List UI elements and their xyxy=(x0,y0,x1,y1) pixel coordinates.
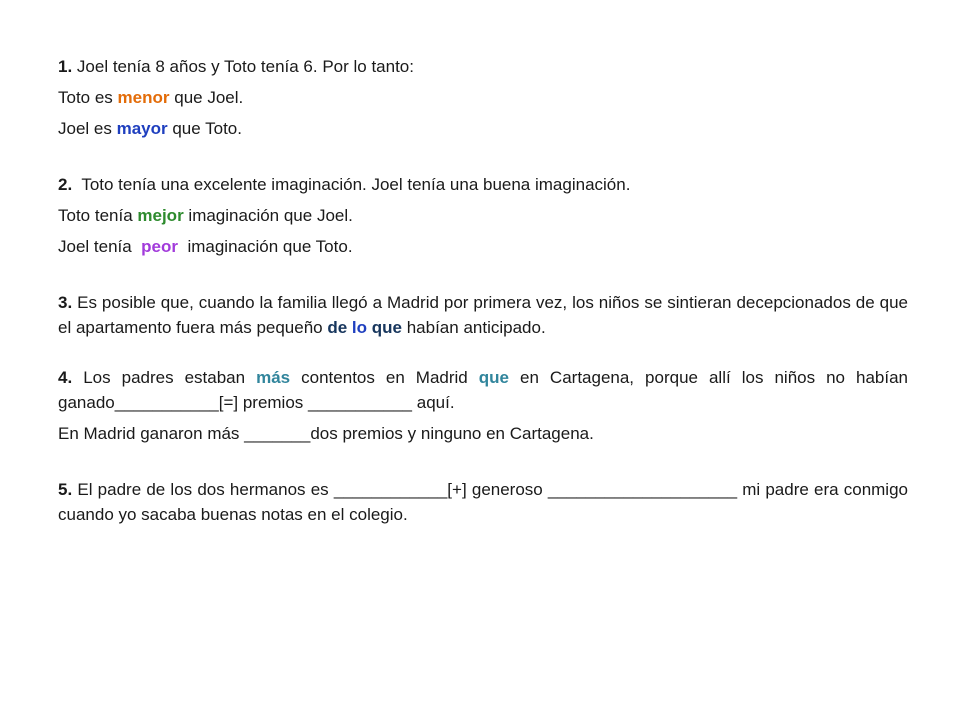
text: que Toto. xyxy=(167,119,242,138)
item-1-line-1 xyxy=(58,85,908,110)
spacer xyxy=(58,265,908,290)
answer-word: lo xyxy=(351,318,368,337)
answer-word: mejor xyxy=(137,206,184,225)
item-1-intro xyxy=(58,54,908,79)
item-number: 3. xyxy=(58,293,73,312)
item-number: 5. xyxy=(58,480,73,499)
text: imaginación que Toto. xyxy=(178,237,353,256)
item-text: contentos en Madrid xyxy=(290,368,479,387)
item-text: Es posible que, cuando la familia llegó a Madrid por primera vez, los niños se sintieran decepcionados de que el apartamento fuera más pequeño xyxy=(58,293,908,337)
item-2-intro xyxy=(58,172,908,197)
text: Toto es xyxy=(58,88,118,107)
answer-word: mayor xyxy=(116,119,168,138)
item-text: Toto tenía una excelente imaginación. Joel tenía una buena imaginación. xyxy=(72,175,631,194)
item-text: habían anticipado. xyxy=(402,318,546,337)
text: Joel tenía xyxy=(58,237,142,256)
exercise-list xyxy=(58,54,908,527)
spacer xyxy=(58,452,908,477)
item-2-line-2 xyxy=(58,234,908,259)
item-number: 1. xyxy=(58,57,73,76)
item-3 xyxy=(58,290,908,340)
item-text: en Cartagena, porque allí los niños no habían ganado___________[=] premios ___________ aquí. xyxy=(58,368,909,412)
text: que Joel. xyxy=(169,88,244,107)
item-text: Joel tenía 8 años y Toto tenía 6. Por lo tanto: xyxy=(72,57,414,76)
text: Joel es xyxy=(58,119,117,138)
text: imaginación que Joel. xyxy=(183,206,353,225)
text: Toto tenía xyxy=(58,206,138,225)
answer-word: de xyxy=(327,318,348,337)
answer-word: que xyxy=(371,318,402,337)
item-4 xyxy=(58,365,908,415)
spacer xyxy=(58,147,908,172)
item-text: El padre de los dos hermanos es ____________[+] generoso ____________________ mi padre era conmigo cuando yo sacaba buenas notas en el colegio. xyxy=(58,480,908,524)
answer-word: que xyxy=(478,368,509,387)
answer-word: menor xyxy=(117,88,170,107)
item-1-line-2 xyxy=(58,116,908,141)
answer-word: peor xyxy=(141,237,179,256)
item-5 xyxy=(58,477,908,527)
item-4-line-2: En Madrid ganaron más _______dos premios y ninguno en Cartagena. xyxy=(58,424,594,443)
spacer xyxy=(58,340,908,365)
answer-word: más xyxy=(256,368,291,387)
item-text: Los padres estaban xyxy=(72,368,257,387)
item-2-line-1 xyxy=(58,203,908,228)
item-number: 2. xyxy=(58,175,73,194)
item-number: 4. xyxy=(58,368,73,387)
